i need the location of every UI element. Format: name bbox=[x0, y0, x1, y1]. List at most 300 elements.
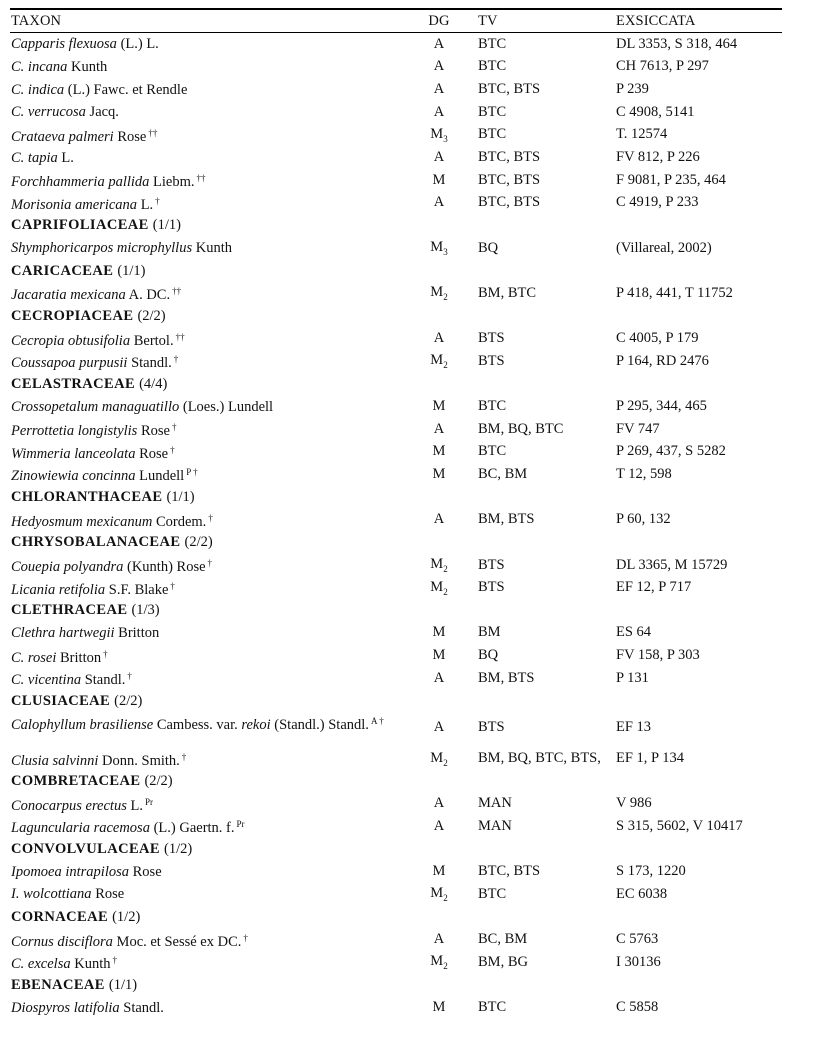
dg-cell bbox=[406, 670, 472, 687]
family-count: (1/2) bbox=[112, 909, 141, 926]
species-author: A. DC. bbox=[128, 287, 171, 304]
dg-value: M bbox=[430, 239, 444, 256]
family-name: CORNACEAE bbox=[11, 909, 109, 926]
exsiccata-cell: DL 3365, M 15729 bbox=[616, 556, 728, 573]
dg-value: M bbox=[432, 171, 446, 188]
exsiccata-cell: S 315, 5602, V 10417 bbox=[616, 817, 743, 834]
family-count: (1/1) bbox=[166, 489, 195, 506]
dg-value: M bbox=[430, 284, 444, 301]
taxon-cell bbox=[10, 398, 406, 416]
species-name: Cecropia obtusifolia bbox=[11, 332, 131, 349]
dg-cell bbox=[406, 863, 472, 880]
status-marker: † bbox=[112, 955, 117, 966]
dg-cell bbox=[406, 330, 472, 347]
family-cell bbox=[10, 375, 406, 393]
dg-value: A bbox=[433, 149, 445, 166]
dg-cell bbox=[406, 104, 472, 121]
dg-value: A bbox=[433, 795, 445, 812]
table-row bbox=[10, 928, 782, 951]
status-marker: † bbox=[207, 558, 213, 569]
tv-cell: BQ bbox=[478, 239, 499, 256]
family-cell bbox=[10, 692, 406, 710]
tv-cell: BTC, BTS bbox=[478, 863, 541, 880]
tv-cell: BC, BM bbox=[478, 931, 528, 948]
family-row bbox=[10, 690, 782, 713]
dg-value: M bbox=[430, 953, 444, 970]
taxon-cell bbox=[10, 169, 406, 191]
species-author: Britton bbox=[118, 624, 160, 641]
species-author: Rose bbox=[139, 445, 169, 462]
tv-cell: MAN bbox=[478, 817, 512, 834]
tv-cell: BQ bbox=[478, 647, 499, 664]
taxon-cell bbox=[10, 624, 406, 642]
family-row bbox=[10, 259, 782, 282]
species-name: C. tapia bbox=[11, 149, 58, 166]
tv-cell: BM, BTS bbox=[478, 669, 535, 686]
dg-value: M bbox=[432, 398, 446, 415]
taxon-cell bbox=[10, 103, 406, 121]
header-dg: DG bbox=[428, 12, 450, 29]
family-name: CARICACEAE bbox=[11, 262, 114, 279]
dg-value: M bbox=[430, 125, 444, 142]
tv-cell: BTC bbox=[478, 443, 507, 460]
exsiccata-cell: P 295, 344, 465 bbox=[616, 398, 707, 415]
taxon-cell bbox=[10, 793, 406, 815]
species-name: C. incana bbox=[11, 58, 68, 75]
dg-cell bbox=[406, 931, 472, 948]
family-count: (1/3) bbox=[131, 602, 160, 619]
tv-cell: BTC bbox=[478, 58, 507, 75]
dg-subscript: 2 bbox=[443, 893, 448, 904]
species-author: Rose bbox=[140, 423, 170, 440]
species-author: Standl. bbox=[131, 355, 172, 372]
dg-cell bbox=[406, 818, 472, 835]
species-name: Morisonia americana bbox=[11, 196, 138, 213]
species-name: Cornus disciflora bbox=[11, 933, 113, 950]
dg-cell bbox=[406, 885, 472, 903]
exsiccata-cell: C 4919, P 233 bbox=[616, 194, 699, 211]
species-author: (L.) L. bbox=[120, 36, 159, 53]
dg-value: M bbox=[432, 443, 446, 460]
exsiccata-cell: C 5763 bbox=[616, 931, 659, 948]
tv-cell: BM, BTS bbox=[478, 511, 535, 528]
tv-cell: BTS bbox=[478, 352, 505, 369]
table-row bbox=[10, 237, 782, 260]
dg-subscript: 2 bbox=[443, 586, 448, 597]
family-count: (1/2) bbox=[164, 841, 193, 858]
exsiccata-cell: EF 12, P 717 bbox=[616, 579, 692, 596]
dg-value: M bbox=[430, 352, 444, 369]
tv-cell: BM bbox=[478, 624, 501, 641]
dg-subscript: 2 bbox=[443, 292, 448, 303]
species-name: Calophyllum brasiliense bbox=[11, 717, 154, 734]
exsiccata-cell: FV 812, P 226 bbox=[616, 149, 700, 166]
species-name: Laguncularia racemosa bbox=[11, 820, 150, 837]
species-author: Cambess. var. bbox=[156, 717, 238, 734]
species-name: Crataeva palmeri bbox=[11, 128, 114, 145]
dg-cell bbox=[406, 511, 472, 528]
dg-cell bbox=[406, 443, 472, 460]
species-author: Standl. bbox=[123, 999, 164, 1016]
taxon-cell bbox=[10, 463, 406, 485]
family-count: (2/2) bbox=[144, 773, 173, 790]
family-row bbox=[10, 305, 782, 328]
species-name: Crossopetalum managuatillo bbox=[11, 398, 180, 415]
header-taxon: TAXON bbox=[11, 13, 62, 29]
exsiccata-cell: FV 158, P 303 bbox=[616, 647, 700, 664]
family-name: CONVOLVULACEAE bbox=[11, 841, 160, 858]
status-marker: † bbox=[170, 444, 175, 455]
species-author: Kunth bbox=[74, 956, 111, 973]
table-row bbox=[10, 996, 782, 1019]
exsiccata-cell: F 9081, P 235, 464 bbox=[616, 171, 726, 188]
dg-value: M bbox=[430, 749, 444, 766]
species-author: Kunth bbox=[71, 58, 108, 75]
species-author: Liebm. bbox=[153, 174, 195, 191]
family-row bbox=[10, 974, 782, 997]
species-author: (L.) Gaertn. f. bbox=[153, 820, 235, 837]
exsiccata-cell: EC 6038 bbox=[616, 885, 668, 902]
family-cell bbox=[10, 601, 406, 619]
species-name: Zinowiewia concinna bbox=[11, 468, 136, 485]
exsiccata-cell: (Villareal, 2002) bbox=[616, 239, 712, 256]
taxon-cell bbox=[10, 35, 406, 53]
status-marker: P † bbox=[186, 467, 198, 478]
taxon-cell bbox=[10, 929, 406, 951]
dg-value: A bbox=[433, 194, 445, 211]
exsiccata-cell: S 173, 1220 bbox=[616, 863, 686, 880]
dg-cell bbox=[406, 149, 472, 166]
species-author: Rose bbox=[95, 886, 125, 903]
dg-cell bbox=[406, 398, 472, 415]
family-row bbox=[10, 770, 782, 793]
family-cell bbox=[10, 488, 406, 506]
taxon-cell bbox=[10, 554, 406, 576]
family-name: CHLORANTHACEAE bbox=[11, 489, 163, 506]
dg-value: A bbox=[433, 719, 445, 736]
family-count: (2/2) bbox=[114, 692, 143, 709]
table-row bbox=[10, 576, 782, 599]
table-body bbox=[10, 33, 782, 1019]
species-author: L. bbox=[130, 797, 143, 814]
species-name: C. verrucosa bbox=[11, 104, 86, 121]
family-row bbox=[10, 599, 782, 622]
dg-value: M bbox=[432, 999, 446, 1016]
taxon-cell bbox=[10, 328, 406, 350]
table-row bbox=[10, 747, 782, 770]
dg-value: A bbox=[433, 511, 445, 528]
family-name: CHRYSOBALANACEAE bbox=[11, 534, 181, 551]
table-row bbox=[10, 78, 782, 101]
dg-value: M bbox=[432, 647, 446, 664]
status-marker: †† bbox=[172, 286, 182, 297]
species-name: Ipomoea intrapilosa bbox=[11, 863, 130, 880]
species-name: C. rosei bbox=[11, 649, 57, 666]
species-name: C. indica bbox=[11, 81, 65, 98]
dg-cell bbox=[406, 172, 472, 189]
taxon-cell bbox=[10, 282, 406, 304]
status-marker: A † bbox=[370, 716, 384, 727]
table-row bbox=[10, 169, 782, 192]
family-cell bbox=[10, 533, 406, 551]
tv-cell: BM, BTC bbox=[478, 284, 537, 301]
dg-subscript: 3 bbox=[443, 133, 448, 144]
family-name: CECROPIACEAE bbox=[11, 308, 134, 324]
status-marker: Pr bbox=[236, 819, 245, 830]
dg-cell bbox=[406, 284, 472, 302]
tv-cell: BTC bbox=[478, 398, 507, 415]
species-author: Standl. bbox=[84, 672, 126, 689]
species-author: Bertol. bbox=[133, 332, 174, 349]
table-row bbox=[10, 883, 782, 906]
taxon-cell bbox=[10, 999, 406, 1017]
tv-cell: BTC, BTS bbox=[478, 149, 541, 166]
dg-cell bbox=[406, 466, 472, 483]
status-marker: † bbox=[170, 580, 175, 591]
species-name: Hedyosmum mexicanum bbox=[11, 513, 153, 530]
species-table bbox=[10, 8, 782, 1019]
table-row bbox=[10, 554, 782, 577]
dg-cell bbox=[406, 239, 472, 257]
taxon-cell bbox=[10, 712, 406, 734]
taxon-cell bbox=[10, 418, 406, 440]
species-author: L. bbox=[140, 196, 154, 213]
family-row bbox=[10, 486, 782, 509]
table-row bbox=[10, 508, 782, 531]
dg-cell bbox=[406, 999, 472, 1016]
taxon-cell bbox=[10, 124, 406, 146]
taxon-cell bbox=[10, 951, 406, 973]
tv-cell: BTC bbox=[478, 35, 507, 52]
table-row bbox=[10, 101, 782, 124]
table-row bbox=[10, 644, 782, 667]
species-author: (L.) Fawc. et Rendle bbox=[67, 81, 188, 98]
family-count: (1/1) bbox=[152, 217, 181, 234]
dg-cell bbox=[406, 556, 472, 574]
tv-cell: BTC, BTS bbox=[478, 171, 541, 188]
variety-author: (Standl.) Standl. bbox=[274, 717, 369, 734]
status-marker: †† bbox=[148, 127, 158, 138]
exsiccata-cell: EF 13 bbox=[616, 719, 652, 736]
species-author: (Loes.) Lundell bbox=[182, 398, 274, 415]
species-author: Rose bbox=[132, 863, 162, 880]
exsiccata-cell: P 418, 441, T 11752 bbox=[616, 284, 733, 301]
exsiccata-cell: T. 12574 bbox=[616, 126, 668, 143]
status-marker: † bbox=[208, 512, 213, 523]
table-row bbox=[10, 395, 782, 418]
species-author: Cordem. bbox=[155, 513, 207, 530]
family-row bbox=[10, 531, 782, 554]
table-row bbox=[10, 463, 782, 486]
exsiccata-cell: ES 64 bbox=[616, 624, 652, 641]
tv-cell: BM, BQ, BTC bbox=[478, 420, 564, 437]
family-name: CLETHRACEAE bbox=[11, 602, 128, 619]
dg-cell bbox=[406, 795, 472, 812]
species-author: Lundell bbox=[139, 468, 185, 485]
tv-cell: BTC bbox=[478, 103, 507, 120]
species-name: Coussapoa purpusii bbox=[11, 355, 128, 372]
tv-cell: BM, BG bbox=[478, 953, 528, 970]
tv-cell: BTS bbox=[478, 579, 505, 596]
table-row bbox=[10, 793, 782, 816]
dg-value: M bbox=[430, 556, 444, 573]
species-author: Jacq. bbox=[89, 104, 119, 121]
table-row bbox=[10, 327, 782, 350]
table-row bbox=[10, 418, 782, 441]
exsiccata-cell: P 60, 132 bbox=[616, 511, 671, 528]
dg-cell bbox=[406, 421, 472, 438]
dg-cell bbox=[406, 712, 472, 736]
family-count: (1/1) bbox=[117, 262, 146, 279]
family-row bbox=[10, 838, 782, 861]
table-row bbox=[10, 815, 782, 838]
dg-cell bbox=[406, 194, 472, 211]
dg-value: M bbox=[430, 578, 444, 595]
family-cell bbox=[10, 307, 406, 325]
status-marker: † bbox=[155, 195, 160, 206]
species-name: C. vicentina bbox=[11, 672, 82, 689]
status-marker: †† bbox=[196, 173, 206, 184]
species-author: (Kunth) Rose bbox=[127, 559, 206, 576]
species-name: Licania retifolia bbox=[11, 581, 106, 598]
tv-cell: BTC, BTS bbox=[478, 194, 541, 211]
dg-value: M bbox=[430, 885, 444, 902]
exsiccata-cell: P 131 bbox=[616, 669, 649, 686]
dg-value: A bbox=[433, 35, 445, 52]
tv-cell: BM, BQ, BTC, BTS, bbox=[478, 750, 601, 767]
taxon-cell bbox=[10, 667, 406, 689]
exsiccata-cell: P 164, RD 2476 bbox=[616, 352, 709, 369]
family-row bbox=[10, 906, 782, 929]
family-name: EBENACEAE bbox=[11, 976, 105, 993]
species-name: Couepia polyandra bbox=[11, 559, 124, 576]
dg-value: A bbox=[433, 420, 445, 437]
dg-cell bbox=[406, 647, 472, 664]
table-row bbox=[10, 146, 782, 169]
family-cell bbox=[10, 262, 406, 280]
species-name: Capparis flexuosa bbox=[11, 36, 117, 53]
dg-value: M bbox=[432, 624, 446, 641]
dg-cell bbox=[406, 352, 472, 370]
tv-cell: BC, BM bbox=[478, 465, 528, 482]
dg-cell bbox=[406, 126, 472, 144]
dg-subscript: 2 bbox=[443, 757, 448, 768]
species-author: Donn. Smith. bbox=[102, 752, 180, 769]
status-marker: † bbox=[181, 751, 187, 762]
species-name: Wimmeria lanceolata bbox=[11, 445, 136, 462]
family-cell bbox=[10, 772, 406, 790]
species-name: Diospyros latifolia bbox=[11, 999, 120, 1016]
table-row bbox=[10, 56, 782, 79]
exsiccata-cell: DL 3353, S 318, 464 bbox=[616, 35, 738, 52]
dg-value: A bbox=[433, 103, 445, 120]
dg-subscript: 2 bbox=[443, 961, 448, 972]
family-name: CELASTRACEAE bbox=[11, 375, 136, 392]
exsiccata-cell: CH 7613, P 297 bbox=[616, 58, 709, 75]
family-name: CLUSIACEAE bbox=[11, 692, 111, 709]
exsiccata-cell: T 12, 598 bbox=[616, 465, 672, 482]
exsiccata-cell: C 4908, 5141 bbox=[616, 103, 695, 120]
exsiccata-cell: P 269, 437, S 5282 bbox=[616, 443, 726, 460]
tv-cell: BTS bbox=[478, 330, 505, 347]
table-row bbox=[10, 33, 782, 56]
family-cell bbox=[10, 216, 406, 234]
family-row bbox=[10, 214, 782, 237]
dg-cell bbox=[406, 81, 472, 98]
species-name: Conocarpus erectus bbox=[11, 797, 127, 814]
taxon-cell bbox=[10, 149, 406, 167]
dg-cell bbox=[406, 953, 472, 971]
tv-cell: BTC, BTS bbox=[478, 81, 541, 98]
family-count: (2/2) bbox=[184, 534, 213, 551]
dg-subscript: 3 bbox=[443, 247, 448, 258]
species-author: S.F. Blake bbox=[108, 581, 169, 598]
dg-subscript: 2 bbox=[443, 360, 448, 371]
species-author: L. bbox=[61, 149, 74, 166]
family-name: COMBRETACEAE bbox=[11, 773, 141, 790]
dg-cell bbox=[406, 579, 472, 597]
species-name: Jacaratia mexicana bbox=[11, 287, 126, 304]
taxon-cell bbox=[10, 441, 406, 463]
taxon-cell bbox=[10, 350, 406, 372]
species-name: Clusia salvinni bbox=[11, 752, 99, 769]
family-count: (4/4) bbox=[139, 375, 168, 392]
taxon-cell bbox=[10, 748, 406, 770]
exsiccata-cell: I 30136 bbox=[616, 953, 661, 970]
dg-value: A bbox=[433, 81, 445, 98]
status-marker: † bbox=[127, 671, 132, 682]
dg-value: M bbox=[432, 465, 446, 482]
dg-value: A bbox=[433, 330, 445, 347]
table-row bbox=[10, 667, 782, 690]
exsiccata-cell: V 986 bbox=[616, 795, 652, 812]
species-author: Kunth bbox=[195, 240, 232, 257]
table-header bbox=[10, 10, 782, 32]
species-name: C. excelsa bbox=[11, 956, 71, 973]
tv-cell: BTC bbox=[478, 126, 507, 143]
taxon-cell bbox=[10, 239, 406, 257]
table-row bbox=[10, 350, 782, 373]
status-marker: † bbox=[173, 354, 179, 365]
taxon-cell bbox=[10, 815, 406, 837]
dg-value: A bbox=[433, 58, 445, 75]
taxon-cell bbox=[10, 645, 406, 667]
table-row bbox=[10, 282, 782, 305]
taxon-cell bbox=[10, 863, 406, 881]
tv-cell: BTS bbox=[478, 556, 505, 573]
family-cell bbox=[10, 976, 406, 994]
table-row bbox=[10, 951, 782, 974]
exsiccata-cell: FV 747 bbox=[616, 420, 660, 437]
family-name: CAPRIFOLIACEAE bbox=[11, 217, 149, 234]
header-exsiccata: EXSICCATA bbox=[616, 12, 696, 29]
dg-value: M bbox=[432, 863, 446, 880]
dg-subscript: 2 bbox=[443, 564, 448, 575]
taxon-cell bbox=[10, 885, 406, 903]
tv-cell: BTC bbox=[478, 999, 507, 1016]
exsiccata-cell: C 4005, P 179 bbox=[616, 330, 699, 347]
variety-name: rekoi bbox=[241, 717, 271, 734]
taxon-cell bbox=[10, 577, 406, 599]
family-cell bbox=[10, 840, 406, 858]
species-author: Rose bbox=[117, 128, 147, 145]
exsiccata-cell: P 239 bbox=[616, 81, 649, 98]
status-marker: † bbox=[243, 932, 248, 943]
species-name: Forchhammeria pallida bbox=[11, 174, 150, 191]
species-author: Moc. et Sessé ex DC. bbox=[116, 933, 242, 950]
dg-cell bbox=[406, 36, 472, 53]
status-marker: † bbox=[171, 422, 177, 433]
